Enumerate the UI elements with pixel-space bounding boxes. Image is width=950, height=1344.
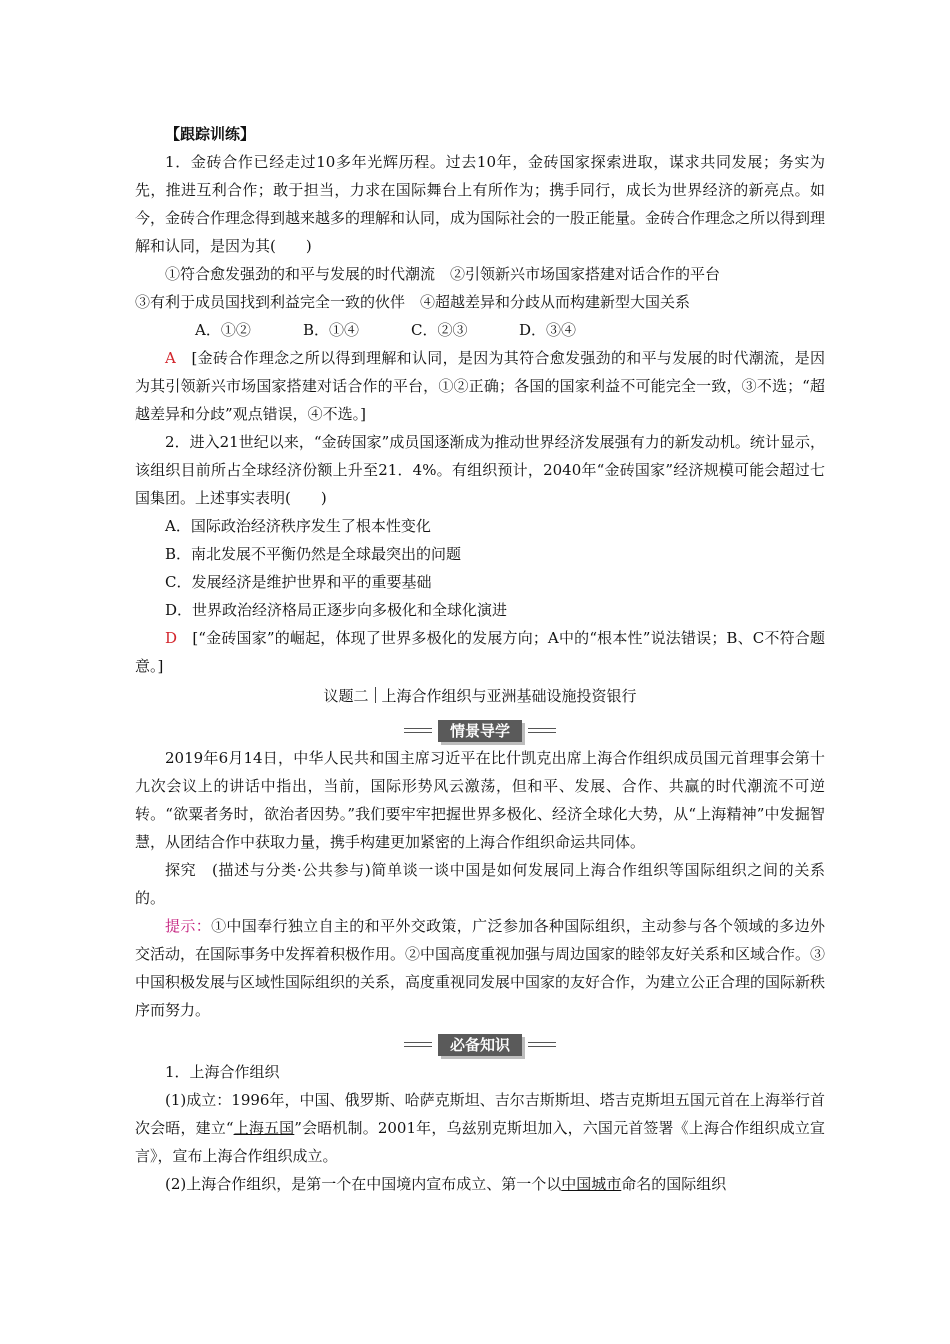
answer-letter: A — [165, 349, 176, 367]
question-1-answer — [135, 344, 825, 428]
option-a: A．①② — [195, 321, 251, 339]
question-1-stem: 1．金砖合作已经走过10多年光辉历程。过去10年，金砖国家探索进取，谋求共同发展；务实为先，推进互利合作；敢于担当，力求在国际舞台上有所作为；携手同行，成长为世界经济的新亮点。如今，金砖合作理念得到越来越多的理解和认同，成为国际社会的一股正能量。金砖合作理念之所以得到理解和认同，是因为其( ) — [135, 153, 826, 255]
tracking-heading: 【跟踪训练】 — [165, 125, 256, 143]
option-b: B．①④ — [303, 321, 360, 339]
topic-label: 议题二 — [323, 687, 369, 705]
option-c: C．发展经济是维护世界和平的重要基础 — [165, 573, 432, 591]
hint-text: ①中国奉行独立自主的和平外交政策，广泛参加各种国际组织，主动参与各个领域的多边外交活动，在国际事务中发挥着积极作用。②中国高度重视加强与周边国家的睦邻友好关系和区域合作。③中国积极发展与区域性国际组织的关系，高度重视同发展中国家的友好合作，为建立公正合理的国际新秩序而努力。 — [135, 917, 826, 1019]
underlined-term: 上海五国 — [233, 1119, 295, 1137]
question-1-items-line-2: ③有利于成员国找到利益完全一致的伙伴 ④超越差异和分歧从而构建新型大国关系 — [135, 293, 691, 311]
document-content — [135, 120, 825, 1198]
topic-name: 上海合作组织与亚洲基础设施投资银行 — [381, 687, 637, 705]
option-d: D．世界政治经济格局正逐步向多极化和全球化演进 — [165, 601, 508, 619]
text-segment: 命名的国际组织 — [621, 1175, 727, 1193]
scenario-text: 2019年6月14日，中华人民共和国主席习近平在比什凯克出席上海合作组织成员国元首理事会第十九次会议上的讲话中指出，当前，国际形势风云激荡，但和平、发展、合作、共赢的时代潮流不可逆转。“欲粟者务时，欲治者因势。”我们要牢牢把握世界多极化、经济全球化大势，从“上海精神”中发掘智慧，从团结合作中获取力量，携手构建更加紧密的上海合作组织命运共同体。 — [135, 749, 825, 851]
topic-title — [135, 682, 825, 710]
option-a: A．国际政治经济秩序发生了根本性变化 — [165, 517, 431, 535]
answer-explanation: [金砖合作理念之所以得到理解和认同，是因为其符合愈发强劲的和平与发展的时代潮流，是因为其引领新兴市场国家搭建对话合作的平台，①②正确；各国的国家利益不可能完全一致，③不选；“超越差异和分歧”观点错误，④不选。] — [135, 349, 825, 423]
explore-question: 探究 (描述与分类·公共参与)简单谈一谈中国是如何发展同上海合作组织等国际组织之间的关系的。 — [135, 861, 825, 907]
question-2-answer — [135, 624, 825, 680]
banner-rule-left — [404, 728, 432, 733]
question-1-items-line-1: ①符合愈发强劲的和平与发展的时代潮流 ②引领新兴市场国家搭建对话合作的平台 — [165, 265, 721, 283]
section-banner-knowledge — [135, 1028, 825, 1054]
text-segment: (1)成立：1996年，中国、俄罗斯、哈萨克斯坦、吉尔吉斯斯坦、塔吉克斯坦五国元首在上海举行首次会晤，建立“ — [135, 1091, 825, 1137]
option-d: D．③④ — [519, 321, 577, 339]
knowledge-1-point-2 — [135, 1170, 825, 1198]
knowledge-1-point-1 — [135, 1086, 825, 1170]
banner-rule-left — [404, 1042, 432, 1047]
option-c: C．②③ — [411, 321, 468, 339]
text-segment: ”会晤机制。2001年，乌兹别克斯坦加入，六国元首签署《上海合作组织成立宣言》，宣布上海合作组织成立。 — [135, 1119, 825, 1165]
topic-divider — [375, 687, 376, 703]
banner-rule-right — [528, 728, 556, 733]
banner-label: 必备知识 — [438, 1034, 522, 1056]
text-segment: (2)上海合作组织，是第一个在中国境内宣布成立、第一个以 — [165, 1175, 562, 1193]
banner-rule-right — [528, 1042, 556, 1047]
question-1-options — [135, 316, 825, 344]
knowledge-1-title: 1．上海合作组织 — [165, 1063, 280, 1081]
hint-label: 提示： — [165, 917, 212, 935]
hint-paragraph — [135, 912, 825, 1024]
answer-explanation: [“金砖国家”的崛起，体现了世界多极化的发展方向；A中的“根本性”说法错误；B、C不符合题意。] — [135, 629, 825, 675]
answer-letter: D — [165, 629, 178, 647]
section-banner-scenario — [135, 714, 825, 740]
question-2-stem: 2．进入21世纪以来，“金砖国家”成员国逐渐成为推动世界经济发展强有力的新发动机。统计显示，该组织目前所占全球经济份额上升至21．4%。有组织预计，2040年“金砖国家”经济规模可能会超过七国集团。上述事实表明( ) — [135, 433, 825, 507]
option-b: B．南北发展不平衡仍然是全球最突出的问题 — [165, 545, 462, 563]
banner-label: 情景导学 — [438, 720, 522, 742]
underlined-term: 中国城市 — [561, 1175, 622, 1193]
